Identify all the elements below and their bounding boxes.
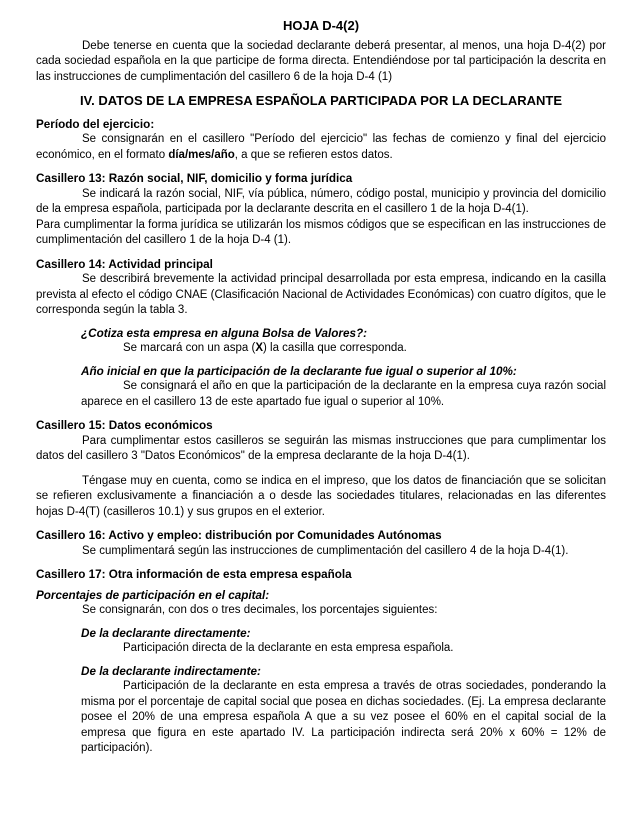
casillero-14-heading: Casillero 14: Actividad principal — [36, 257, 213, 271]
casillero-16-heading: Casillero 16: Activo y empleo: distribución por Comunidades Autónomas — [36, 529, 442, 542]
section-title: IV. DATOS DE LA EMPRESA ESPAÑOLA PARTICIPADA POR LA DECLARANTE — [80, 93, 562, 108]
anio-text: Se consignará el año en que la participación de la declarante en la empresa cuya razón social aparece en el casillero 13 de este apartado fue igual o superior al 10%. — [81, 380, 606, 408]
indirecta-heading: De la declarante indirectamente: — [81, 664, 261, 678]
bolsa-x-mark: X — [255, 342, 263, 354]
casillero-15-text-1: Para cumplimentar estos casilleros se seguirán las mismas instrucciones que para cumplimentar los datos del casillero 3 "Datos Económicos" de la empresa declarante de la hoja D-4(1). — [36, 434, 606, 462]
periodo-paragraph — [36, 132, 606, 163]
casillero-13-text-2: Para cumplimentar la forma jurídica se utilizarán los mismos códigos que se especifican en las instrucciones de cumplimentación del casillero 1 de la hoja D-4 (1). — [36, 218, 606, 246]
casillero-13-heading: Casillero 13: Razón social, NIF, domicilio y forma jurídica — [36, 172, 353, 185]
periodo-text-b: , a que se refieren estos datos. — [234, 148, 393, 161]
bolsa-text-b: ) la casilla que corresponda. — [263, 342, 407, 354]
page-title: HOJA D-4(2) — [282, 18, 360, 33]
porcentajes-heading: Porcentajes de participación en el capital: — [36, 588, 270, 602]
intro-paragraph: Debe tenerse en cuenta que la sociedad declarante deberá presentar, al menos, una hoja D-4(2) por cada sociedad española en la que participe de forma directa. Entendiéndose por tal participación la descrita en las instrucciones de cumplimentación del casillero 6 de la hoja D-4 (1) — [36, 39, 606, 83]
anio-heading: Año inicial en que la participación de la declarante fue igual o superior al 10%: — [81, 364, 517, 378]
casillero-14-text: Se describirá brevemente la actividad principal desarrollada por esta empresa, indicando en la casilla prevista al efecto el código CNAE (Clasificación Nacional de Actividades Económicas) con cuatro dígitos, que le corresponda según la tabla 3. — [36, 273, 606, 316]
directa-heading: De la declarante directamente: — [81, 626, 251, 640]
directa-text: Participación directa de la declarante en esta empresa española. — [123, 642, 454, 654]
bolsa-paragraph — [81, 341, 606, 357]
casillero-17-heading: Casillero 17: Otra información de esta empresa española — [36, 568, 352, 581]
periodo-format: día/mes/año — [168, 148, 235, 161]
casillero-16-text: Se cumplimentará según las instrucciones de cumplimentación del casillero 4 de la hoja D-4(1). — [82, 544, 569, 557]
periodo-text-a: Se consignarán en el casillero "Período del ejercicio" las fechas de comienzo y final del ejercicio económico, en el formato — [36, 133, 606, 161]
indirecta-text: Participación de la declarante en esta empresa a través de otras sociedades, ponderando la misma por el porcentaje de capital social que posea en dichas sociedades. (Ej. La empresa declarante posee el 20% de una empresa española A que a su vez posee el 60% en el capital social de la empresa que figura en este apartado IV. La participación indirecta será 20% x 60% = 12% de participación). — [81, 680, 606, 754]
casillero-15-heading: Casillero 15: Datos económicos — [36, 419, 213, 432]
casillero-15-text-2: Téngase muy en cuenta, como se indica en el impreso, que los datos de financiación que se solicitan se refieren exclusivamente a financiación a o desde las sociedades titulares, relacionadas en las diferentes hojas D-4(T) (casilleros 10.1) y sus grupos en el exterior. — [36, 474, 606, 518]
periodo-heading: Período del ejercicio: — [36, 117, 155, 131]
casillero-13-text-1: Se indicará la razón social, NIF, vía pública, número, código postal, municipio y provincia del domicilio de la empresa española, participada por la declarante descrita en el casillero 1 de la hoja D-4(1). — [36, 187, 606, 215]
bolsa-text-a: Se marcará con un aspa ( — [123, 342, 256, 354]
porcentajes-text: Se consignarán, con dos o tres decimales, los porcentajes siguientes: — [82, 604, 438, 616]
bolsa-heading: ¿Cotiza esta empresa en alguna Bolsa de Valores?: — [81, 326, 368, 340]
